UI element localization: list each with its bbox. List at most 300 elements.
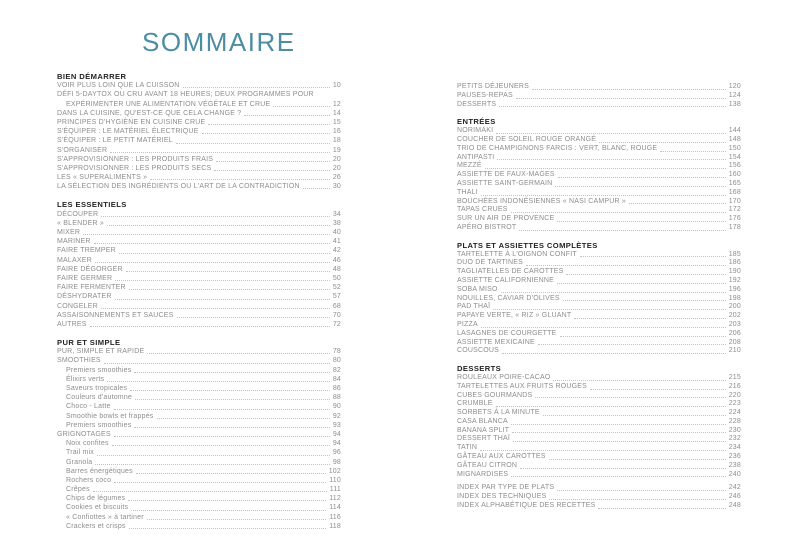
toc-entry-label: LA SÉLECTION DES INGRÉDIENTS OU L'ART DE LA CONTRADICTION — [57, 183, 300, 191]
toc-entry-label: PAD THAÏ — [457, 303, 491, 311]
toc-row — [457, 444, 741, 453]
toc-section — [57, 72, 341, 191]
toc-page-number: 38 — [332, 219, 341, 227]
toc-row — [457, 453, 741, 462]
toc-page-number: 46 — [332, 256, 341, 264]
toc-leader-dots — [95, 464, 330, 465]
toc-page-number: 160 — [728, 171, 741, 179]
toc-row — [57, 81, 341, 90]
toc-entry-label: « Confiottes » à tartiner — [66, 513, 144, 521]
toc-page-number: 88 — [332, 394, 341, 402]
toc-entry-label: Trail mix — [66, 449, 94, 457]
toc-entry-label: DÉSHYDRATER — [57, 293, 112, 301]
toc-entry-label: FAIRE DÉGORGER — [57, 265, 123, 273]
toc-page-number: 15 — [332, 118, 341, 126]
toc-row — [57, 256, 341, 265]
toc-leader-dots — [101, 216, 330, 217]
toc-leader-dots — [97, 455, 330, 456]
toc-entry-label: « BLENDER » — [57, 219, 104, 227]
toc-section-title: PLATS ET ASSIETTES COMPLÈTES — [457, 240, 598, 250]
toc-row — [457, 462, 741, 471]
toc-entry-label: Chips de légumes — [66, 495, 126, 503]
toc-row — [457, 493, 741, 502]
toc-entry-label: BOUCHÉES INDONÉSIENNES « NASI CAMPUR » — [457, 197, 627, 205]
toc-page-number: 18 — [332, 137, 341, 145]
toc-page-number: 230 — [728, 426, 741, 434]
toc-leader-dots — [629, 203, 726, 204]
toc-row — [457, 277, 741, 286]
toc-row — [457, 502, 741, 511]
toc-entry-label: MALAXER — [57, 256, 92, 264]
toc-leader-dots — [128, 500, 326, 501]
toc-row — [57, 366, 341, 375]
toc-page-number: 200 — [728, 303, 741, 311]
toc-row — [57, 127, 341, 136]
toc-entry-label: ASSIETTE DE FAUX-MAGES — [457, 171, 555, 179]
toc-leader-dots — [107, 225, 330, 226]
toc-row — [57, 237, 341, 246]
toc-page-number: 248 — [728, 502, 741, 510]
toc-leader-dots — [83, 234, 330, 235]
toc-page-number: 90 — [332, 403, 341, 411]
toc-leader-dots — [563, 300, 726, 301]
toc-row — [57, 439, 341, 448]
toc-page-number: 234 — [728, 444, 741, 452]
toc-entry-label: MIGNARDISES — [457, 470, 509, 478]
toc-entry-label: GÂTEAU CITRON — [457, 461, 518, 469]
toc-row — [457, 224, 741, 233]
toc-column-left — [57, 72, 341, 531]
toc-page-number: 246 — [728, 493, 741, 501]
toc-leader-dots — [535, 397, 725, 398]
toc-entry-label: FAIRE TREMPER — [57, 247, 116, 255]
toc-entry-label: THALI — [457, 188, 478, 196]
toc-leader-dots — [129, 289, 330, 290]
toc-leader-dots — [244, 115, 329, 116]
toc-page-number: 78 — [332, 348, 341, 356]
toc-leader-dots — [93, 491, 327, 492]
toc-leader-dots — [566, 274, 725, 275]
toc-page-number: 102 — [328, 467, 341, 475]
toc-leader-dots — [543, 415, 726, 416]
toc-entry-label: ASSIETTE MEXICAINE — [457, 338, 535, 346]
toc-page-number: 203 — [728, 320, 741, 328]
toc-page-number: 114 — [329, 504, 341, 512]
toc-page-number: 94 — [332, 430, 341, 438]
toc-row — [57, 90, 341, 99]
toc-leader-dots — [549, 459, 726, 460]
toc-section — [57, 338, 341, 531]
toc-row — [457, 418, 741, 427]
toc-leader-dots — [104, 363, 330, 364]
toc-entry-label: EXPÉRIMENTER UNE ALIMENTATION VÉGÉTALE ET CRUE — [66, 100, 271, 108]
toc-row — [457, 268, 741, 277]
toc-leader-dots — [499, 106, 726, 107]
toc-leader-dots — [134, 372, 329, 373]
toc-row — [57, 210, 341, 219]
toc-row — [57, 292, 341, 301]
toc-leader-dots — [94, 243, 330, 244]
toc-row — [57, 412, 341, 421]
toc-leader-dots — [135, 399, 330, 400]
toc-section — [457, 118, 741, 232]
toc-page-number: 82 — [332, 366, 341, 374]
toc-entry-label: Saveurs tropicales — [66, 385, 128, 393]
toc-entry-label: MIXER — [57, 229, 81, 237]
toc-page-number: 57 — [332, 293, 341, 301]
toc-leader-dots — [176, 143, 330, 144]
toc-leader-dots — [599, 142, 726, 143]
toc-leader-dots — [574, 318, 725, 319]
toc-page-number: 154 — [728, 153, 741, 161]
toc-page-number: 144 — [728, 127, 741, 135]
toc-row — [57, 173, 341, 182]
toc-row — [457, 484, 741, 493]
toc-row — [457, 347, 741, 356]
toc-row — [457, 92, 741, 101]
toc-page-number: 10 — [332, 82, 341, 90]
toc-row — [57, 430, 341, 439]
toc-entry-label: ASSAISONNEMENTS ET SAUCES — [57, 311, 174, 319]
toc-row — [457, 83, 741, 92]
toc-page-number: 176 — [728, 215, 741, 223]
toc-entry-label: S'ÉQUIPER : LE PETIT MATÉRIEL — [57, 137, 173, 145]
toc-row — [457, 295, 741, 304]
toc-entry-label: SOBA MISO — [457, 285, 498, 293]
toc-entry-label: TATIN — [457, 444, 478, 452]
toc-section — [457, 242, 741, 356]
toc-entry-label: GÂTEAU AUX CAROTTES — [457, 453, 546, 461]
toc-entry-label: FAIRE GERMER — [57, 274, 113, 282]
toc-row — [457, 136, 741, 145]
toc-row — [457, 198, 741, 207]
toc-page-number: 34 — [332, 210, 341, 218]
toc-page-number: 224 — [728, 409, 741, 417]
toc-leader-dots — [516, 98, 726, 99]
toc-entry-label: CRUMBLE — [457, 400, 493, 408]
toc-page-number: 185 — [728, 250, 741, 258]
toc-page-number: 165 — [728, 179, 741, 187]
toc-leader-dots — [112, 445, 330, 446]
toc-row — [57, 347, 341, 356]
toc-leader-dots — [493, 309, 725, 310]
toc-entry-label: S'ÉQUIPER : LE MATÉRIEL ÉLECTRIQUE — [57, 128, 199, 136]
toc-leader-dots — [553, 380, 725, 381]
toc-row — [457, 303, 741, 312]
toc-row — [457, 154, 741, 163]
toc-row — [457, 206, 741, 215]
toc-row — [57, 136, 341, 145]
toc-entry-label: BANANA SPLIT — [457, 426, 510, 434]
toc-leader-dots — [131, 510, 326, 511]
toc-page-number: 156 — [728, 162, 741, 170]
toc-leader-dots — [511, 424, 726, 425]
toc-leader-dots — [214, 170, 329, 171]
toc-entry-label: DESSERTS — [457, 100, 497, 108]
toc-page-number: 80 — [332, 357, 341, 365]
toc-entry-label: MARINER — [57, 238, 91, 246]
toc-row — [57, 164, 341, 173]
toc-entry-label: Granola — [66, 458, 93, 466]
toc-page-number: 223 — [728, 400, 741, 408]
toc-row — [457, 251, 741, 260]
toc-entry-label: Crackers et crisps — [66, 522, 126, 530]
toc-page-number: 196 — [728, 285, 741, 293]
toc-entry-label: DESSERT THAÏ — [457, 435, 510, 443]
toc-page-number: 110 — [329, 476, 341, 484]
toc-page-number: 50 — [332, 274, 341, 282]
toc-leader-dots — [557, 490, 726, 491]
toc-row — [57, 513, 341, 522]
toc-page-number: 12 — [332, 100, 341, 108]
toc-page-number: 40 — [332, 229, 341, 237]
toc-leader-dots — [481, 327, 726, 328]
toc-row — [57, 118, 341, 127]
toc-row — [57, 182, 341, 191]
toc-leader-dots — [532, 89, 726, 90]
toc-row — [457, 189, 741, 198]
toc-entry-label: TARTELETTE À L'OIGNON CONFIT — [457, 250, 577, 258]
toc-page-number: 206 — [728, 329, 741, 337]
toc-page-number: 30 — [332, 183, 341, 191]
toc-page-number: 198 — [728, 294, 741, 302]
toc-section — [57, 200, 341, 329]
toc-row — [57, 494, 341, 503]
toc-row — [57, 302, 341, 311]
toc-row — [57, 155, 341, 164]
toc-entry-label: PUR, SIMPLE ET RAPIDE — [57, 348, 145, 356]
toc-row — [457, 180, 741, 189]
toc-entry-label: NOUILLES, CAVIAR D'OLIVES — [457, 294, 560, 302]
toc-page-number: 120 — [728, 83, 741, 90]
toc-leader-dots — [183, 87, 330, 88]
toc-leader-dots — [480, 450, 726, 451]
toc-page-number: 72 — [332, 320, 341, 328]
toc-page-number: 208 — [728, 338, 741, 346]
toc-row — [457, 400, 741, 409]
toc-entry-label: DÉCOUPER — [57, 210, 99, 218]
toc-leader-dots — [660, 151, 725, 152]
toc-leader-dots — [177, 317, 330, 318]
toc-entry-label: S'APPROVISIONNER : LES PRODUITS FRAIS — [57, 155, 214, 163]
toc-page-number: 92 — [332, 412, 341, 420]
toc-entry-label: Rochers coco — [66, 476, 112, 484]
toc-row — [57, 100, 341, 109]
toc-entry-label: PETITS DÉJEUNERS — [457, 83, 530, 90]
toc-leader-dots — [157, 418, 330, 419]
toc-leader-dots — [115, 280, 330, 281]
toc-entry-label: APÉRO BISTROT — [457, 223, 517, 231]
toc-page-number: 118 — [329, 522, 341, 530]
toc-leader-dots — [130, 390, 330, 391]
toc-row — [57, 393, 341, 402]
toc-entry-label: PAUSES-REPAS — [457, 91, 513, 99]
toc-leader-dots — [107, 381, 329, 382]
toc-page-number: 14 — [332, 109, 341, 117]
toc-row — [57, 503, 341, 512]
toc-row — [457, 409, 741, 418]
toc-leader-dots — [208, 124, 329, 125]
toc-leader-dots — [501, 292, 726, 293]
toc-entry-label: Noix confites — [66, 440, 109, 448]
toc-row — [57, 458, 341, 467]
toc-leader-dots — [481, 195, 726, 196]
toc-leader-dots — [497, 159, 725, 160]
toc-leader-dots — [560, 336, 726, 337]
toc-leader-dots — [273, 106, 329, 107]
toc-entry-label: INDEX ALPHABÉTIQUE DES RECETTES — [457, 502, 596, 510]
toc-entry-label: VOIR PLUS LOIN QUE LA CUISSON — [57, 82, 180, 90]
toc-leader-dots — [136, 473, 326, 474]
toc-entry-label: Cookies et biscuits — [66, 504, 129, 512]
toc-leader-dots — [147, 353, 329, 354]
toc-section-title: ENTRÉES — [457, 117, 496, 127]
toc-row — [457, 330, 741, 339]
toc-page-number: 228 — [728, 417, 741, 425]
toc-row — [457, 162, 741, 171]
toc-row — [457, 171, 741, 180]
toc-entry-label: GRIGNOTAGES — [57, 430, 111, 438]
toc-page-number: 68 — [332, 302, 341, 310]
toc-page-number: 26 — [332, 174, 341, 182]
toc-page-number: 190 — [728, 268, 741, 276]
toc-page-number: 202 — [728, 312, 741, 320]
toc-row — [457, 215, 741, 224]
toc-leader-dots — [90, 326, 330, 327]
toc-entry-label: MEZZÉ — [457, 162, 482, 170]
toc-leader-dots — [513, 441, 726, 442]
toc-leader-dots — [485, 168, 726, 169]
toc-leader-dots — [114, 436, 330, 437]
toc-page-number: 96 — [332, 449, 341, 457]
toc-section-title: DESSERTS — [457, 364, 502, 374]
toc-row — [57, 467, 341, 476]
toc-row — [57, 476, 341, 485]
toc-section-title: LES ESSENTIELS — [57, 200, 127, 210]
toc-entry-label: TAPAS CRUES — [457, 206, 508, 214]
toc-leader-dots — [580, 256, 726, 257]
toc-row — [57, 219, 341, 228]
toc-row — [457, 259, 741, 268]
toc-page-number: 52 — [332, 284, 341, 292]
toc-entry-label: SUR UN AIR DE PROVENCE — [457, 215, 555, 223]
toc-row — [457, 435, 741, 444]
toc-entry-label: FAIRE FERMENTER — [57, 284, 126, 292]
toc-row — [457, 321, 741, 330]
toc-entry-label: Premiers smoothies — [66, 366, 132, 374]
toc-leader-dots — [558, 177, 726, 178]
toc-page-number: 86 — [332, 385, 341, 393]
toc-leader-dots — [114, 482, 326, 483]
toc-leader-dots — [511, 476, 726, 477]
toc-leader-dots — [520, 468, 726, 469]
toc-page-number: 41 — [332, 238, 341, 246]
toc-page-number: 192 — [728, 276, 741, 284]
toc-entry-label: SORBETS À LA MINUTE — [457, 409, 540, 417]
toc-entry-label: SMOOTHIES — [57, 357, 101, 365]
toc-page-number: 232 — [728, 435, 741, 443]
toc-entry-label: ANTIPASTI — [457, 153, 495, 161]
toc-entry-label: PIZZA — [457, 320, 478, 328]
toc-row — [457, 383, 741, 392]
toc-leader-dots — [526, 265, 726, 266]
toc-entry-label: AUTRES — [57, 320, 87, 328]
toc-leader-dots — [502, 353, 726, 354]
toc-entry-label: Premiers smoothies — [66, 421, 132, 429]
toc-leader-dots — [114, 409, 330, 410]
toc-leader-dots — [557, 283, 726, 284]
toc-page-number: 168 — [728, 188, 741, 196]
toc-entry-label: DUO DE TARTINES — [457, 259, 524, 267]
toc-leader-dots — [150, 179, 330, 180]
toc-page-number: 172 — [728, 206, 741, 214]
toc-row — [457, 339, 741, 348]
toc-entry-label: Élixirs verts — [66, 375, 105, 383]
toc-entry-label: DÉFI 5-DAYTOX OU CRU AVANT 18 HEURES; DEUX PROGRAMMES POUR — [57, 91, 314, 99]
toc-leader-dots — [134, 427, 329, 428]
toc-row — [57, 485, 341, 494]
toc-leader-dots — [512, 432, 726, 433]
toc-row — [457, 374, 741, 383]
toc-column-right — [457, 83, 741, 511]
toc-section-title: PUR ET SIMPLE — [57, 338, 121, 348]
toc-page-number: 236 — [728, 453, 741, 461]
page-title: SOMMAIRE — [142, 27, 296, 57]
toc-entry-label: CUBES GOURMANDS — [457, 391, 533, 399]
toc-entry-label: ASSIETTE SAINT-GERMAIN — [457, 179, 553, 187]
toc-page-number: 70 — [332, 311, 341, 319]
toc-leader-dots — [511, 212, 726, 213]
toc-leader-dots — [126, 271, 330, 272]
toc-entry-label: ROULEAUX POIRE-CACAO — [457, 373, 551, 381]
toc-entry-label: CASA BLANCA — [457, 417, 508, 425]
toc-leader-dots — [147, 519, 326, 520]
toc-page-number: 242 — [728, 484, 741, 492]
toc-leader-dots — [95, 262, 330, 263]
toc-page-number: 19 — [332, 146, 341, 154]
toc-row — [57, 356, 341, 365]
toc-row — [57, 320, 341, 329]
toc-row — [457, 471, 741, 480]
toc-entry-label: S'ORGANISER — [57, 146, 108, 154]
toc-leader-dots — [598, 508, 725, 509]
toc-section-title: BIEN DÉMARRER — [57, 72, 127, 81]
toc-page-number: 220 — [728, 391, 741, 399]
toc-entry-label: NORIMAKI — [457, 127, 494, 135]
toc-entry-label: LES « SUPERALIMENTS » — [57, 174, 148, 182]
toc-leader-dots — [115, 299, 330, 300]
toc-page-number: 20 — [332, 155, 341, 163]
toc-page-number: 112 — [329, 495, 341, 503]
toc-page-number: 124 — [728, 91, 741, 99]
toc-entry-label: Crêpes — [66, 486, 90, 494]
toc-leader-dots — [555, 186, 725, 187]
toc-section — [457, 365, 741, 479]
toc-page-number: 94 — [332, 440, 341, 448]
toc-leader-dots — [216, 161, 330, 162]
toc-page-number: 111 — [329, 486, 341, 494]
toc-leader-dots — [202, 133, 330, 134]
toc-leader-dots — [496, 406, 726, 407]
toc-entry-label: Couleurs d'automne — [66, 394, 133, 402]
toc-row — [57, 146, 341, 155]
toc-page-number: 84 — [332, 375, 341, 383]
toc-leader-dots — [129, 528, 327, 529]
toc-row — [57, 109, 341, 118]
toc-entry-label: Smoothie bowls et frappés — [66, 412, 154, 420]
toc-row — [57, 421, 341, 430]
toc-page-number: 148 — [728, 135, 741, 143]
